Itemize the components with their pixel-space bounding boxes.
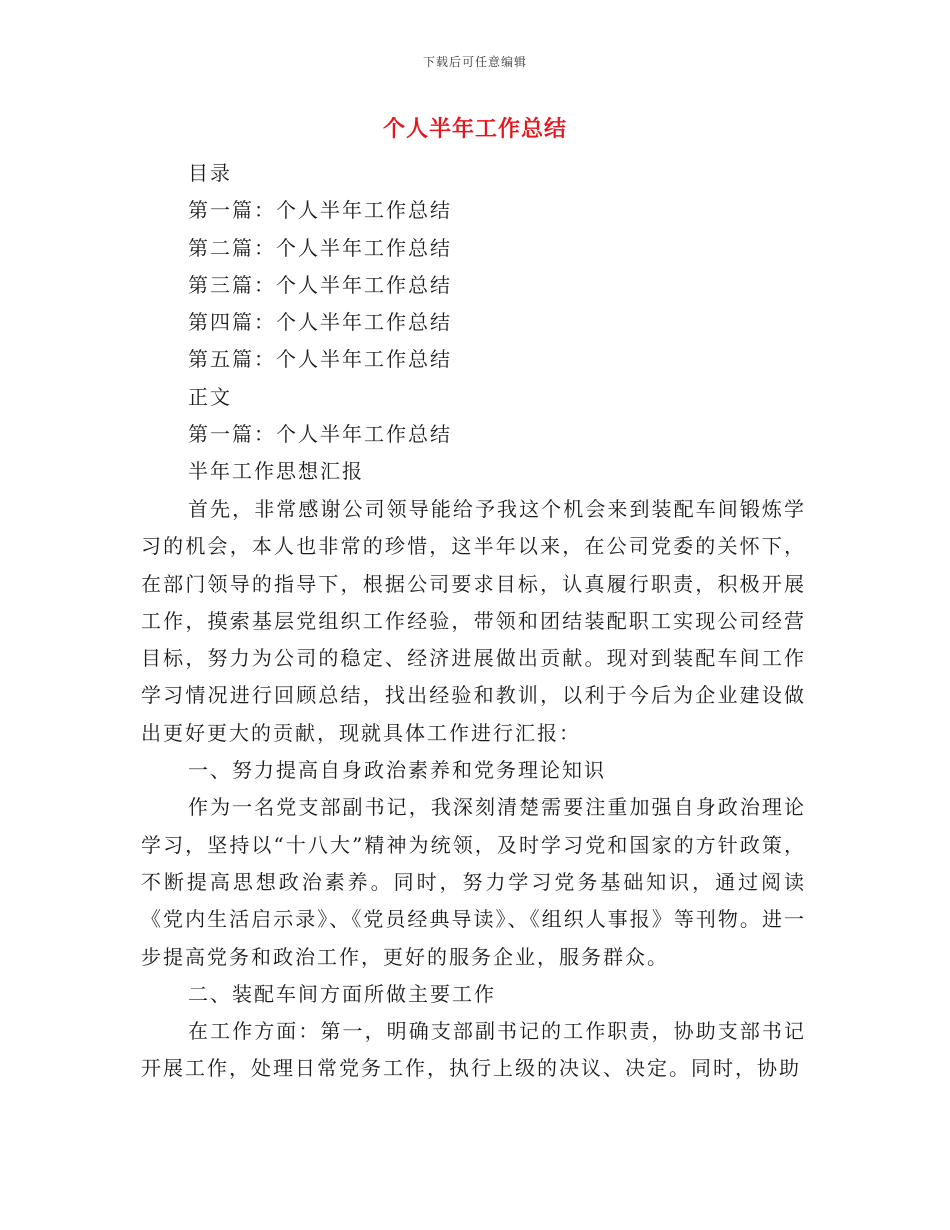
article-subtitle: 半年工作思想汇报 [188,459,364,484]
section-heading-2: 二、装配车间方面所做主要工作 [188,981,496,1006]
toc-heading: 目录 [188,161,232,185]
paragraph-intro: 首先，非常感谢公司领导能给予我这个机会来到装配车间锻炼学习的机会，本人也非常的珍惜，这半年以来，在公司党委的关怀下，在部门领导的指导下，根据公司要求目标，认真履行职责，积极开展工作，摸索基层党组织工作经验，带领和团结装配职工实现公司经营目标，努力为公司的稳定、经济进展做出贡献。现对到装配车间工作学习情况进行回顾总结，找出经验和教训，以利于今后为企业建设做出更好更大的贡献，现就具体工作进行汇报： [141,497,806,745]
document-body [141,491,806,1088]
article-title: 第一篇：个人半年工作总结 [188,422,452,447]
table-of-contents [188,155,808,491]
header-note: 下载后可任意编辑 [422,55,527,69]
section-heading-1: 一、努力提高自身政治素养和党务理论知识 [188,758,606,783]
toc-item: 第三篇：个人半年工作总结 [188,272,452,297]
paragraph-section-2: 在工作方面：第一，明确支部副书记的工作职责，协助支部书记开展工作，处理日常党务工作，执行上级的决议、决定。同时，协助 [141,1019,806,1081]
toc-item: 第五篇：个人半年工作总结 [188,347,452,372]
toc-item: 第一篇：个人半年工作总结 [188,198,452,223]
toc-item: 第二篇：个人半年工作总结 [188,235,452,260]
document-title: 个人半年工作总结 [382,117,567,142]
paragraph-section-1: 作为一名党支部副书记，我深刻清楚需要注重加强自身政治理论学习，坚持以“十八大”精神为统领，及时学习党和国家的方针政策，不断提高思想政治素养。同时，努力学习党务基础知识，通过阅读《党内生活启示录》、《党员经典导读》、《组织人事报》等刊物。进一步提高党务和政治工作，更好的服务企业，服务群众。 [141,795,806,969]
toc-item: 第四篇：个人半年工作总结 [188,310,452,335]
body-heading: 正文 [188,384,232,409]
